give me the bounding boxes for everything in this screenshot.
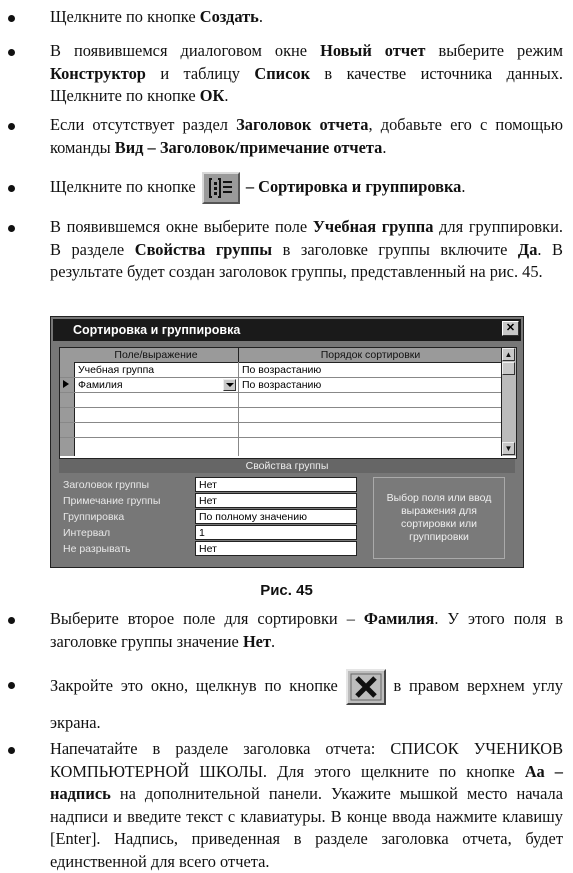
scroll-thumb[interactable]: [502, 362, 515, 375]
prop-label: Не разрывать: [63, 543, 131, 555]
dialog-close-button[interactable]: ✕: [502, 321, 519, 336]
prop-keep-together-value[interactable]: Нет: [195, 541, 357, 556]
prop-label: Интервал: [63, 527, 111, 539]
prop-group-header-value[interactable]: Нет: [195, 477, 357, 492]
bullet-dot: [8, 682, 15, 689]
bullet-dot: [8, 617, 15, 624]
row2-order[interactable]: По возрастанию: [242, 379, 322, 391]
figure-caption: Рис. 45: [260, 582, 313, 599]
bullet-dot: [8, 49, 15, 56]
grid-scrollbar[interactable]: [501, 348, 516, 456]
instruction-4: [8, 172, 563, 204]
sort-group-dialog: [50, 316, 524, 568]
paragraph-6: Выберите второе поле для сортировки – Фамилия. У этого поля в заголовке группы значение Нет.: [50, 609, 563, 651]
row-selector-column: [60, 348, 75, 456]
row-divider: [60, 392, 502, 393]
paragraph-2: В появившемся диалоговом окне Новый отчет выберите режим Конструктор и таблицу Список в качестве источника данных. Щелкните по кнопке ОК.: [50, 41, 563, 105]
sort-and-group-icon[interactable]: [202, 172, 240, 204]
row2-field[interactable]: Фамилия: [78, 379, 123, 391]
header-field: Поле/выражение: [74, 348, 239, 363]
paragraph-4: Щелкните по кнопке – Сортировка и группировка.: [50, 172, 563, 204]
group-properties-title: Свойства группы: [59, 459, 515, 473]
instruction-1: [8, 6, 563, 29]
scroll-down-icon[interactable]: ▼: [502, 442, 515, 455]
bullet-dot: [8, 123, 15, 130]
prop-group-footer-value[interactable]: Нет: [195, 493, 357, 508]
prop-label: Группировка: [63, 511, 125, 523]
bullet-dot: [8, 15, 15, 22]
instruction-3: [8, 114, 563, 159]
paragraph-7: Закройте это окно, щелкнув по кнопке в правом верхнем углу экрана.: [50, 668, 563, 741]
row1-field[interactable]: Учебная группа: [78, 364, 155, 376]
scroll-up-icon[interactable]: ▲: [502, 348, 515, 361]
header-order: Порядок сортировки: [239, 348, 502, 363]
paragraph-1: Щелкните по кнопке Создать.: [50, 7, 263, 26]
instruction-8: [8, 738, 563, 873]
dropdown-arrow-icon[interactable]: [223, 379, 236, 391]
instruction-6: [8, 608, 563, 653]
paragraph-3: Если отсутствует раздел Заголовок отчета, добавьте его с помощью команды Вид – Заголовок/примечание отчета.: [50, 115, 563, 157]
prop-group-on-value[interactable]: По полному значению: [195, 509, 357, 524]
row-divider: [60, 437, 502, 438]
row-divider: [60, 407, 502, 408]
row-divider: [60, 422, 502, 423]
sort-grid: [59, 347, 517, 459]
bullet-dot: [8, 225, 15, 232]
paragraph-5: В появившемся окне выберите поле Учебная группа для группировки. В разделе Свойства группы в заголовке группы включите Да. В результате будет создан заголовок группы, представленный на рис. 45.: [50, 217, 564, 281]
instruction-7: [8, 668, 563, 741]
close-icon[interactable]: [346, 669, 386, 705]
current-row-arrow-icon: [63, 380, 69, 388]
bullet-dot: [8, 185, 15, 192]
prop-label: Заголовок группы: [63, 479, 150, 491]
paragraph-8: Напечатайте в разделе заголовка отчета: СПИСОК УЧЕНИКОВ КОМПЬЮТЕРНОЙ ШКОЛЫ. Для этого щелкните по кнопке Аа – надпись на дополнительной панели. Укажите мышкой место начала надписи и введите текст с клавиатуры. В конце ввода нажмите клавишу [Enter]. Надпись, приведенная в разделе заголовка отчета, будет единственной для всего отчета.: [50, 739, 563, 871]
prop-label: Примечание группы: [63, 495, 161, 507]
bullet-dot: [8, 747, 15, 754]
help-text: Выбор поля или ввод выражения для сортировки или группировки: [373, 477, 505, 559]
row1-order[interactable]: По возрастанию: [242, 364, 322, 376]
dialog-title: Сортировка и группировка: [53, 319, 521, 341]
instruction-2: [8, 40, 563, 108]
column-divider: [238, 362, 239, 456]
instruction-5: [8, 216, 563, 284]
prop-interval-value[interactable]: 1: [195, 525, 357, 540]
